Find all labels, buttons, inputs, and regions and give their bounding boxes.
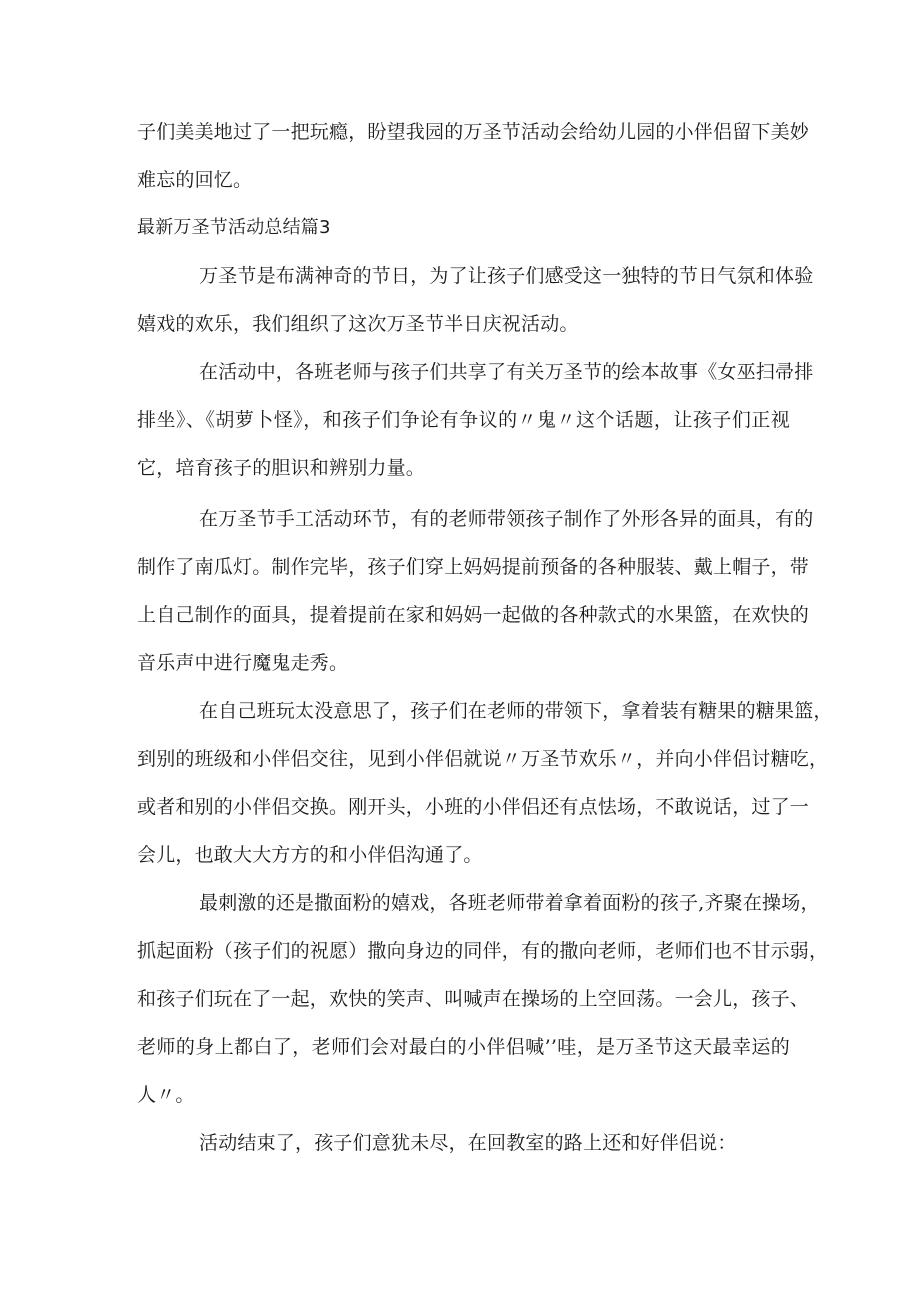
paragraph-4-line-3: 或者和别的小伴侣交换。刚开头，小班的小伴侣还有点怯场，不敢说话，过了一 xyxy=(137,796,810,818)
paragraph-4-line-2: 到别的班级和小伴侣交往，见到小伴侣就说〃万圣节欢乐〃，并向小伴侣讨糖吃， xyxy=(137,748,829,770)
paragraph-2-line-1: 在活动中，各班老师与孩子们共享了有关万圣节的绘本故事《女巫扫帚排 xyxy=(199,361,814,383)
paragraph-2-line-3: 它，培育孩子的胆识和辨别力量。 xyxy=(137,457,426,479)
paragraph-5-line-2: 抓起面粉（孩子们的祝愿）撒向身边的同伴，有的撒向老师，老师们也不甘示弱， xyxy=(137,940,829,962)
paragraph-3-line-4: 音乐声中进行魔鬼走秀。 xyxy=(137,652,349,674)
section-title: 最新万圣节活动总结篇3 xyxy=(137,217,331,238)
paragraph-4-line-1: 在自己班玩太没意思了，孩子们在老师的带领下，拿着装有糖果的糖果篮， xyxy=(199,700,833,722)
paragraph-3-line-2: 制作了南瓜灯。制作完毕，孩子们穿上妈妈提前预备的各种服装、戴上帽子，带 xyxy=(137,556,810,578)
paragraph-1-line-2: 嬉戏的欢乐，我们组织了这次万圣节半日庆祝活动。 xyxy=(137,313,579,335)
paragraph-3-line-3: 上自己制作的面具，提着提前在家和妈妈一起做的各种款式的水果篮，在欢快的 xyxy=(137,604,810,626)
paragraph-5-line-3: 和孩子们玩在了一起，欢快的笑声、叫喊声在操场的上空回荡。一会儿，孩子、 xyxy=(137,988,810,1010)
paragraph-5-line-1: 最刺激的还是撒面粉的嬉戏，各班老师带着拿着面粉的孩子,齐聚在操场， xyxy=(199,892,820,914)
paragraph-3-line-1: 在万圣节手工活动环节，有的老师带领孩子制作了外形各异的面具，有的 xyxy=(199,508,814,530)
paragraph-2-line-2: 排坐》、《胡萝卜怪》，和孩子们争论有争议的〃鬼〃这个话题，让孩子们正视 xyxy=(137,409,790,431)
paragraph-5-line-4: 老师的身上都白了，老师们会对最白的小伴侣喊’’哇，是万圣节这天最幸运的 xyxy=(137,1036,790,1058)
paragraph-4-line-4: 会儿，也敢大大方方的和小伴侣沟通了。 xyxy=(137,844,483,866)
intro-line-2: 难忘的回忆。 xyxy=(137,169,253,191)
paragraph-6-line-1: 活动结束了，孩子们意犹未尽，在回教室的路上还和好伴侣说： xyxy=(199,1132,737,1154)
paragraph-5-line-5: 人〃。 xyxy=(137,1084,195,1106)
paragraph-1-line-1: 万圣节是布满神奇的节日，为了让孩子们感受这一独特的节日气氛和体验 xyxy=(199,265,814,287)
intro-line-1: 子们美美地过了一把玩瘾，盼望我园的万圣节活动会给幼儿园的小伴侣留下美妙 xyxy=(137,121,810,143)
